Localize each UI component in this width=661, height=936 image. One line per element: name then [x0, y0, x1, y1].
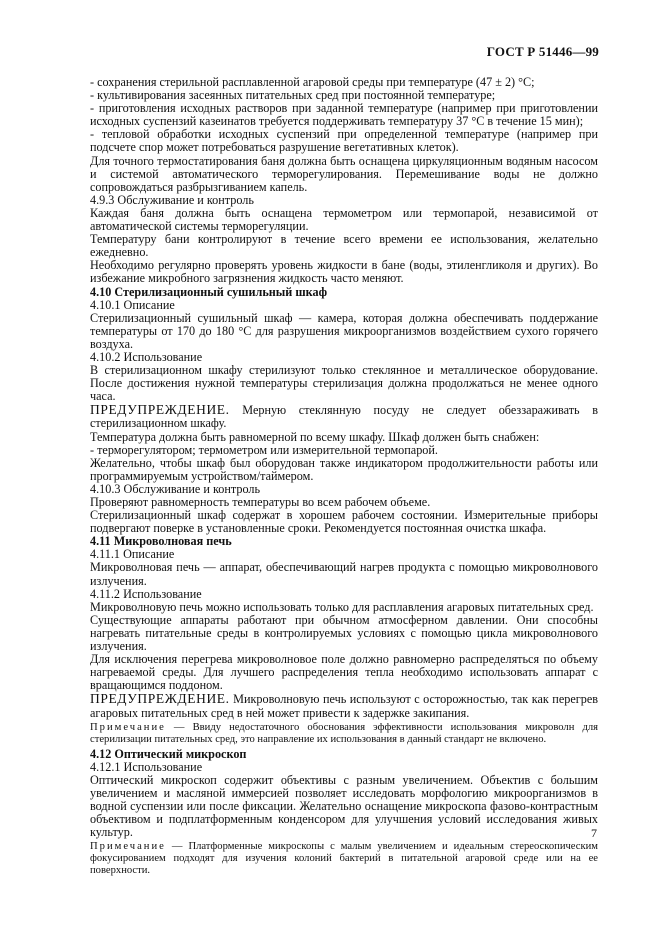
warning-paragraph — [90, 403, 598, 430]
paragraph: - культивирования засеянных питательных сред при постоянной температуре; — [90, 88, 496, 103]
paragraph: - сохранения стерильной расплавленной агаровой среды при температуре (47 ± 2) °С; — [90, 75, 535, 89]
paragraph: Для исключения перегрева микроволновое поле должно равномерно распределяться по объему нагреваемой среды. Для лучшего распределения тепла необходимо использовать аппарат с вращающимся поддоном. — [90, 652, 598, 693]
paragraph: 4.10.1 Описание — [90, 297, 175, 312]
paragraph: Температура должна быть равномерной по всему шкафу. Шкаф должен быть снабжен: — [90, 429, 540, 444]
note-text: — Платформенные микроскопы с малым увеличением и идеальным стереоскопическим фокусированием подходят для изучения колоний бактерий в питательной агаровой среде или на ее поверхности. — [90, 841, 598, 877]
paragraph: - приготовления исходных растворов при заданной температуре (например при приготовлении исходных суспензий казеинатов требуется поддерживать температуру 37 °С в течение 15 мин); — [90, 101, 598, 129]
note-paragraph — [90, 722, 598, 746]
paragraph: Существующие аппараты работают при обычном атмосферном давлении. Они способны нагревать питательные среды в контролируемых условиях с помощью цикла микроволнового излучения. — [90, 612, 598, 654]
paragraph: Оптический микроскоп содержит объективы с разным увеличением. Объектив с большим увеличением и масляной иммерсией позволяет исследовать морфологию микроорганизмов в водной суспензии или после фиксации. Желательно оснащение микроскопа фазово-контрастным объективом и подплатформенным конденсором для улучшения условий исследования живых культур. — [90, 772, 598, 840]
note-text: — Ввиду недостаточного обоснования эффективности использования микроволн для стерилизации питательных сред, это направление их использования в данный стандарт не включено. — [90, 721, 598, 745]
warning-text: Микроволновую печь используют с осторожностью, так как перегрев агаровых питательных сред в ней может привести к задержке закипания. — [90, 692, 598, 720]
paragraph: Микроволновая печь — аппарат, обеспечивающий нагрев продукта с помощью микроволнового излучения. — [90, 560, 598, 588]
note-label: Примечание — [90, 721, 166, 733]
paragraph: - тепловой обработки исходных суспензий при определенной температуре (например при подсчете спор может потребоваться разрушение вегетативных клеток). — [90, 127, 598, 155]
paragraph: Микроволновую печь можно использовать только для расплавления агаровых питательных сред. — [90, 599, 594, 614]
paragraph: Необходимо регулярно проверять уровень жидкости в бане (воды, этиленгликоля и других). Во избежание микробного загрязнения жидкость часто меняют. — [90, 258, 598, 286]
paragraph: - терморегулятором; термометром или измерительной термопарой. — [90, 442, 438, 457]
paragraph: Проверяют равномерность температуры во всем рабочем объеме. — [90, 495, 431, 509]
paragraph: 4.10.3 Обслуживание и контроль — [90, 481, 261, 496]
paragraph: Стерилизационный сушильный шкаф — камера, которая должна обеспечивать поддержание температуры от 170 до 180 °С для разрушения микроорганизмов воздействием сухого горячего воздуха. — [90, 310, 598, 351]
paragraph: 4.11.2 Использование — [90, 586, 202, 601]
paragraph: Температуру бани контролируют в течение всего времени ее использования, желательно ежедневно. — [90, 232, 598, 260]
section-heading: 4.10 Стерилизационный сушильный шкаф — [90, 284, 328, 299]
section-heading: 4.11 Микроволновая печь — [90, 534, 232, 549]
page-number: 7 — [591, 826, 597, 840]
note-label: Примечание — [90, 841, 166, 853]
paragraph: 4.9.3 Обслуживание и контроль — [90, 192, 254, 207]
paragraph: Каждая баня должна быть оснащена термометром или термопарой, независимой от автоматической системы терморегуляции. — [90, 205, 598, 234]
paragraph: Стерилизационный шкаф содержат в хорошем рабочем состоянии. Измерительные приборы подвергают поверке в установленные сроки. Рекомендуется постоянная очистка шкафа. — [90, 508, 598, 536]
paragraph: Желательно, чтобы шкаф был оборудован также индикатором продолжительности работы или программируемым устройством/таймером. — [90, 455, 598, 483]
paragraph: Для точного термостатирования баня должна быть оснащена циркуляционным водяным насосом и системой автоматического терморегулирования. Перемешивание воды не должно сопровождаться разбрызгиванием капель. — [90, 153, 598, 194]
section-heading: 4.12 Оптический микроскоп — [90, 746, 247, 761]
paragraph: 4.11.1 Описание — [90, 547, 175, 562]
paragraph: 4.10.2 Использование — [90, 349, 203, 364]
warning-paragraph — [90, 692, 598, 719]
warning-label: ПРЕДУПРЕЖДЕНИЕ. — [90, 402, 230, 418]
warning-label: ПРЕДУПРЕЖДЕНИЕ. — [90, 691, 230, 707]
warning-text: Мерную стеклянную посуду не следует обеззараживать в стерилизационном шкафу. — [90, 403, 598, 431]
document-header: ГОСТ Р 51446—99 — [486, 44, 599, 59]
document-body — [90, 76, 598, 879]
paragraph: В стерилизационном шкафу стерилизуют только стеклянное и металлическое оборудование. После достижения нужной температуры стерилизация должна продолжаться не менее одного часа. — [90, 363, 598, 404]
note-paragraph — [90, 841, 598, 877]
paragraph: 4.12.1 Использование — [90, 759, 203, 774]
